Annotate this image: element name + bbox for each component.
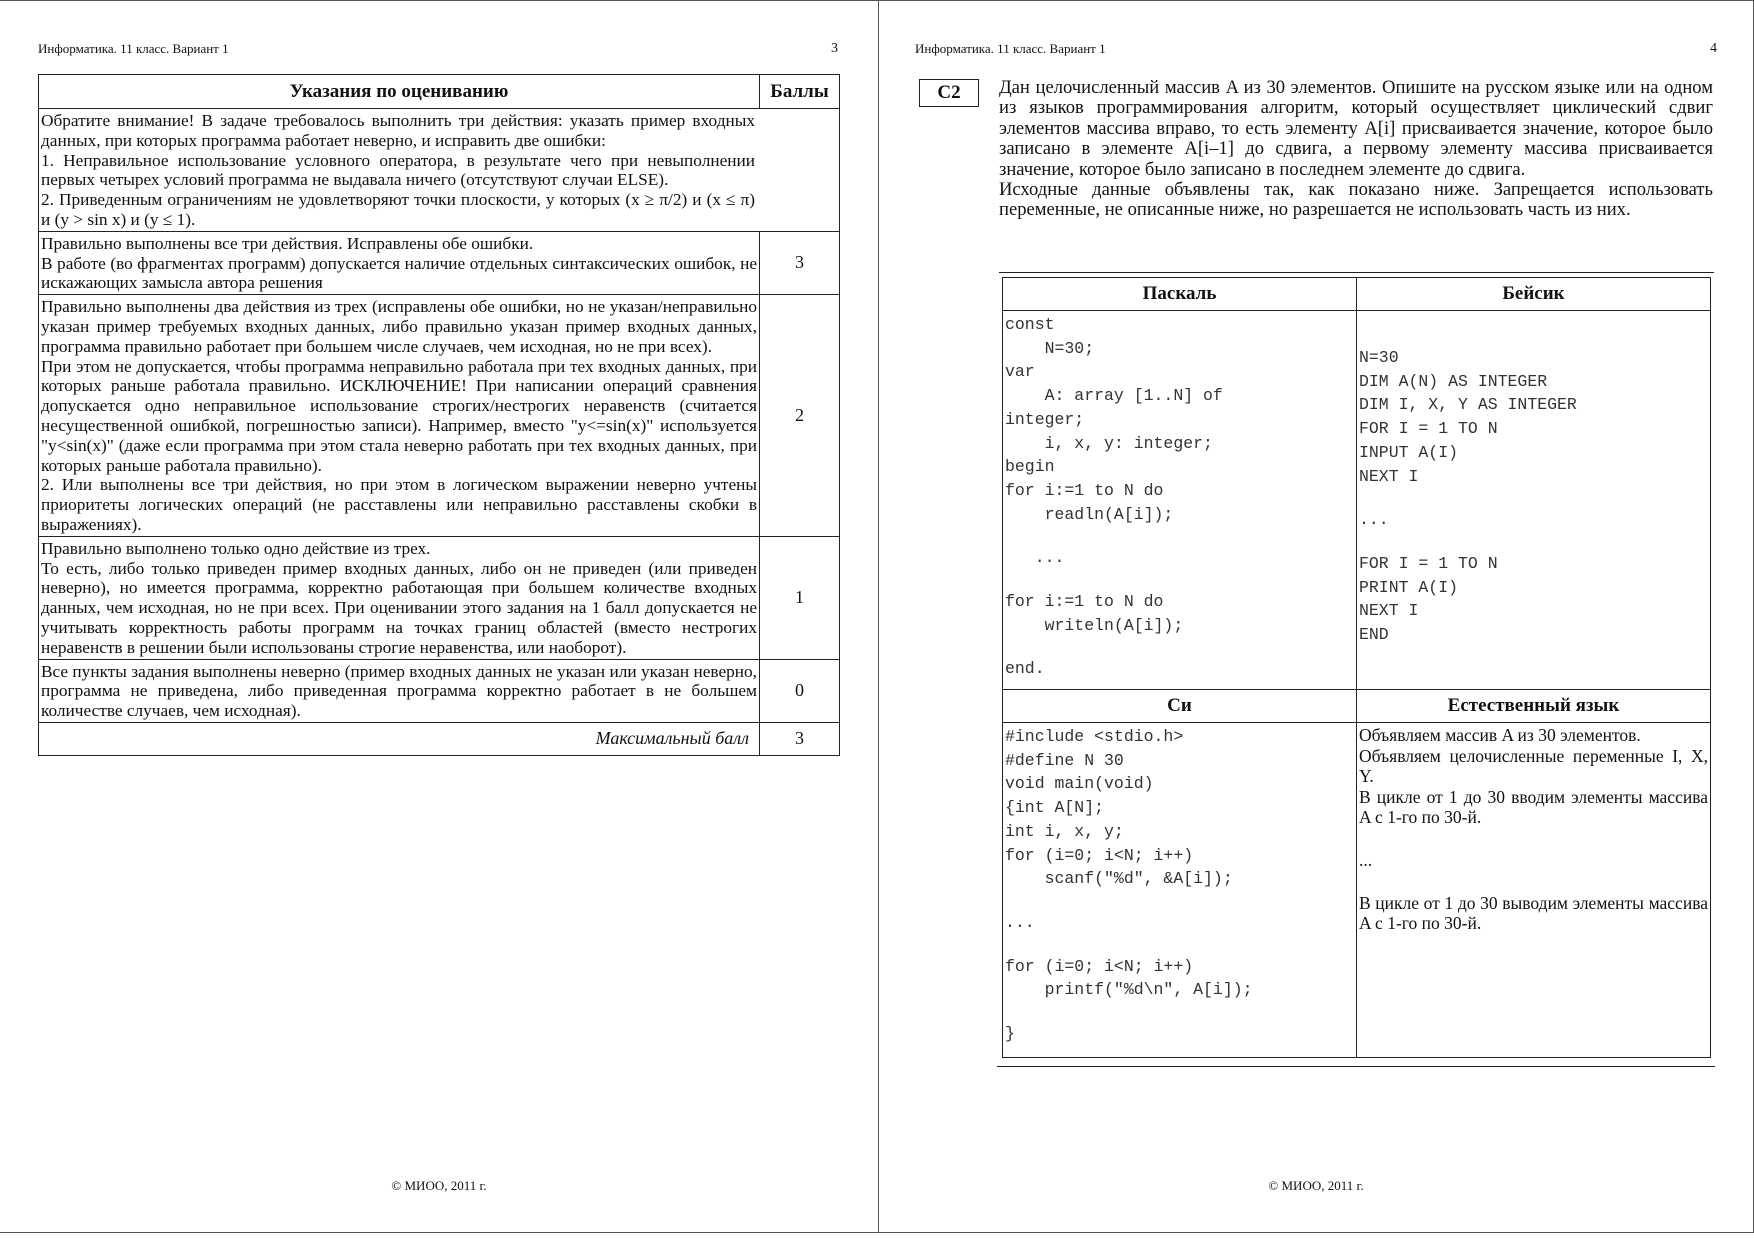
c-code-part2: for (i=0; i<N; i++) printf("%d\n", A[i]); [1005, 956, 1253, 1000]
natural-step: В цикле от 1 до 30 выводим элементы массива A с 1-го по 30-й. [1359, 892, 1708, 934]
page-footer: © МИОО, 2011 г. [391, 1178, 487, 1193]
code-row [1003, 311, 1711, 690]
basic-code-part1: N=30 DIM A(N) AS INTEGER DIM I, X, Y AS INTEGER FOR I = 1 TO N INPUT A(I) NEXT I [1359, 348, 1577, 486]
intro-cell [39, 109, 840, 232]
code-header-row [1003, 278, 1711, 311]
basic-header: Бейсик [1357, 278, 1711, 311]
task-statement [999, 78, 1713, 221]
criteria-cell [39, 536, 760, 659]
criteria-paragraph: В работе (во фрагментах программ) допускается наличие отдельных синтаксических ошибок, не искажающих замысла автора решения [41, 253, 757, 293]
criteria-paragraph: Правильно выполнены все три действия. Исправлены обе ошибки. [41, 233, 534, 253]
max-score-label: Максимальный балл [39, 722, 760, 755]
spacer [1359, 488, 1708, 508]
points-cell: 1 [760, 536, 840, 659]
c-header: Си [1003, 690, 1357, 723]
c-code-ellipsis: ... [1005, 912, 1035, 932]
points-cell: 0 [760, 659, 840, 722]
table-row [39, 295, 840, 537]
spacer [1005, 570, 1354, 590]
spacer [1005, 1002, 1354, 1022]
spacer [1359, 532, 1708, 552]
basic-code-part2: FOR I = 1 TO N PRINT A(I) NEXT I END [1359, 553, 1498, 645]
natural-ellipsis: ... [1359, 849, 1373, 870]
natural-language-cell [1357, 723, 1711, 1058]
task-paragraph: Исходные данные объявлены так, как показано ниже. Запрещается использовать переменные, не описанные ниже, но разрешается не использовать часть из них. [999, 179, 1713, 221]
criteria-paragraph: При этом не допускается, чтобы программа неправильно работала при тех входных данных, при которых раньше работала правильно. ИСКЛЮЧЕНИЕ! При написании операций сравнения допускается одно неправильное использование строгих/нестрогих неравенств (считается несущественной ошибкой, погрешностью записи). Например, вместо "y<=sin(x)" используется "y<sin(x)" (даже если программа при этом стала неверно работать при тех входных данных, при которых раньше работала правильно). [41, 356, 757, 475]
natural-step: Объявляем целочисленные переменные I, X, Y. [1359, 745, 1708, 787]
page-header: Информатика. 11 класс. Вариант 1 [915, 41, 1106, 56]
page-number: 3 [831, 41, 838, 56]
code-header-row [1003, 690, 1711, 723]
c-code-part1: #include <stdio.h> #define N 30 void main(void) {int A[N]; int i, x, y; for (i=0; i<N; i++) scanf("%d", &A[i]); [1005, 727, 1233, 889]
spacer [1005, 637, 1354, 657]
points-cell: 2 [760, 295, 840, 537]
spacer [1359, 828, 1708, 850]
criteria-column-header: Указания по оцениванию [39, 75, 760, 109]
pascal-header: Паскаль [1003, 278, 1357, 311]
intro-paragraph: 1. Неправильное использование условного оператора, в результате чего при невыполнении первых четырех условий программа не выдавала ничего (отсутствуют случаи ELSE). [41, 150, 755, 190]
criteria-paragraph: Правильно выполнено только одно действие из трех. [41, 538, 431, 558]
criteria-paragraph: То есть, либо только приведен пример входных данных, либо он не приведен (или приведен неверно), но имеется программа, корректно работающая при большем количестве входных данных, чем исходная, но не при всех. При оценивании этого задания на 1 балл допускается не учитывать корректность работы программ на точках границ областей (вместо нестрогих неравенств в решении были использованы строгие неравенства, или наоборот). [41, 558, 757, 657]
criteria-paragraph: Правильно выполнены два действия из трех (исправлены обе ошибки, но не указан/неправильно указан пример требуемых входных данных, либо правильно указан пример входных данных, программа правильно работает при большем числе случаев, чем исходная, но не при всех). [41, 297, 757, 356]
criteria-cell [39, 295, 760, 537]
table-row [39, 536, 840, 659]
task-label: C2 [919, 79, 979, 107]
grading-table [38, 74, 840, 756]
criteria-paragraph: 2. Или выполнены все три действия, но при этом в логическом выражении неверно учтены приоритеты логических операций (не расставлены или неправильно расставлены скобки в выражениях). [41, 475, 757, 534]
right-page [878, 0, 1754, 1233]
spacer [1005, 891, 1354, 911]
code-row [1003, 723, 1711, 1058]
pascal-code-part1: const N=30; var A: array [1..N] of integer; i, x, y: integer; begin for i:=1 to N do readln(A[i]); [1005, 315, 1223, 524]
spacer [1005, 526, 1354, 546]
criteria-paragraph: Все пункты задания выполнены неверно (пример входных данных не указан или указан неверно, программа не приведена, либо приведенная программа корректно работает в не большем количестве случаев, чем исходная). [41, 661, 757, 721]
points-column-header: Баллы [760, 75, 840, 109]
pascal-code-part2: for i:=1 to N do writeln(A[i]); [1005, 592, 1184, 635]
pascal-code-ellipsis: ... [1005, 548, 1065, 568]
natural-step: Объявляем массив A из 30 элементов. [1359, 725, 1641, 745]
page-header: Информатика. 11 класс. Вариант 1 [38, 41, 229, 56]
points-cell: 3 [760, 231, 840, 294]
spacer [1359, 871, 1708, 893]
pascal-code-end: end. [1005, 659, 1045, 679]
intro-paragraph: 2. Приведенным ограничениям не удовлетворяют точки плоскости, у которых (x ≥ π/2) и (x ≤ π) и (y > sin x) и (y ≤ 1). [41, 190, 755, 229]
code-table [1002, 277, 1711, 1058]
natural-language-header: Естественный язык [1357, 690, 1711, 723]
page-number: 4 [1710, 41, 1717, 56]
spacer [1005, 935, 1354, 955]
max-score-row [39, 722, 840, 755]
natural-step: В цикле от 1 до 30 вводим элементы массива A с 1-го по 30-й. [1359, 786, 1708, 828]
table-row [39, 659, 840, 722]
intro-paragraph: Обратите внимание! В задаче требовалось выполнить три действия: указать пример входных данных, при которых программа работает неверно, и исправить две ошибки: [41, 111, 755, 150]
table-header-row [39, 75, 840, 109]
divider [999, 272, 1714, 273]
task-paragraph: Дан целочисленный массив A из 30 элементов. Опишите на русском языке или на одном из языков программирования алгоритм, который осуществляет циклический сдвиг элементов массива вправо, то есть элементу A[i] присваивается значение, которое было записано в элементе A[i–1] до сдвига, а первому элементу массива присваивается значение, которое было записано в последнем элементе до сдвига. [999, 77, 1713, 180]
basic-code-ellipsis: ... [1359, 510, 1389, 530]
max-score-value: 3 [760, 722, 840, 755]
pascal-code-cell [1003, 311, 1357, 690]
table-row [39, 231, 840, 294]
basic-code-cell [1357, 311, 1711, 690]
criteria-cell [39, 231, 760, 294]
intro-row [39, 109, 840, 232]
page-footer: © МИОО, 2011 г. [1268, 1178, 1364, 1193]
criteria-cell [39, 659, 760, 722]
c-code-end: } [1005, 1024, 1015, 1044]
c-code-cell [1003, 723, 1357, 1058]
left-page [0, 0, 879, 1233]
divider [997, 1066, 1715, 1067]
